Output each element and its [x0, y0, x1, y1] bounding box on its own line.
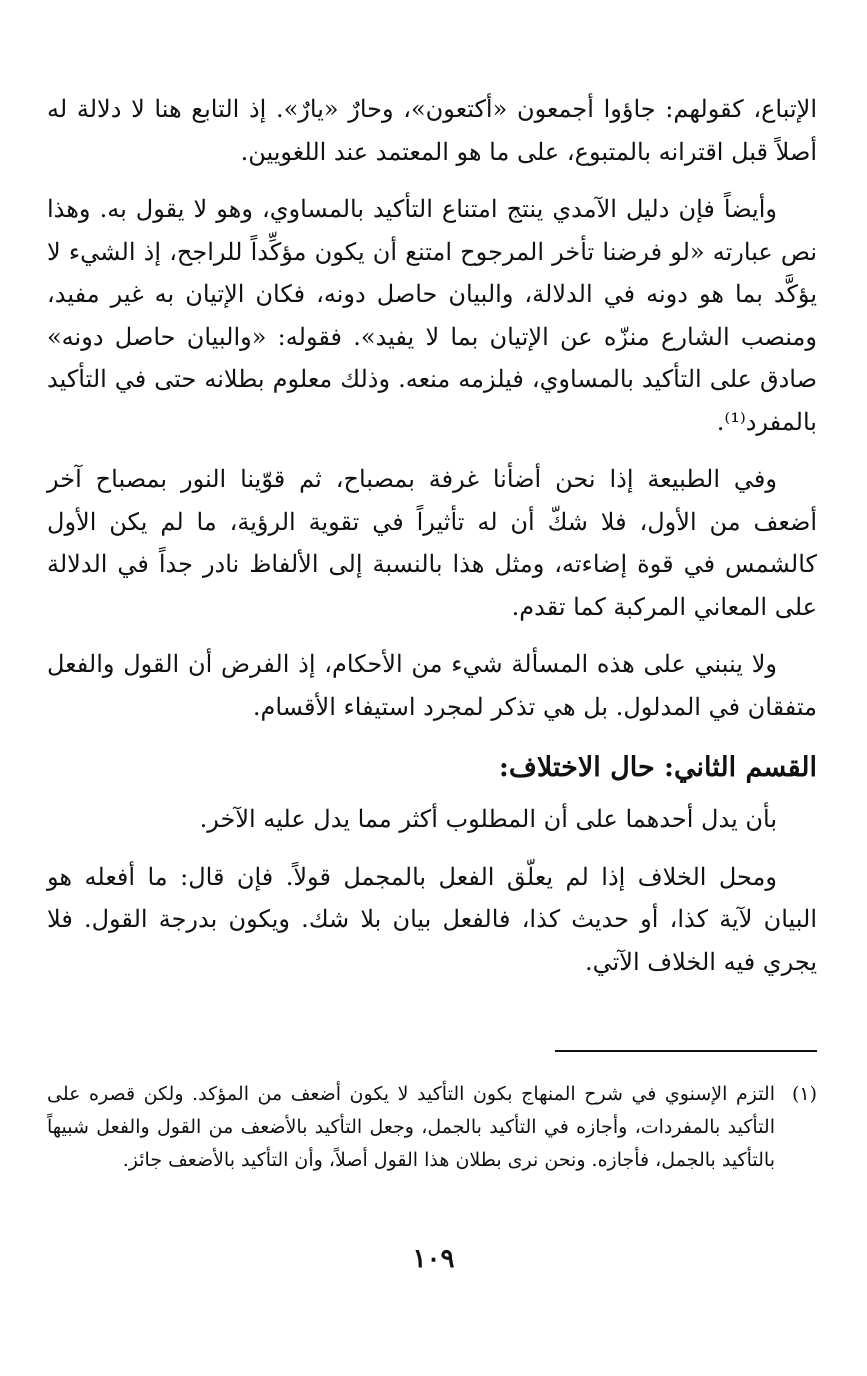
paragraph-amidi: وأيضاً فإن دليل الآمدي ينتج امتناع التأكيد بالمساوي، وهو لا يقول به. وهذا نص عبارته «لو فرضنا تأخر المرجوح امتنع أن يكون مؤكِّداً للراجح، إذ الشيء لا يؤكَّد بما هو دونه في الدلالة، والبيان حاصل دونه، فكان الإتيان به غير مفيد، ومنصب الشارع منزّه عن الإتيان بما لا يفيد». فقوله: «والبيان حاصل دونه» صادق على التأكيد بالمساوي، فيلزمه منعه. وذلك معلوم بطلانه حتى في التأكيد بالمفرد⁽¹⁾. — [47, 195, 818, 436]
footnote-text: التزم الإسنوي في شرح المنهاج بكون التأكيد لا يكون أضعف من المؤكد. ولكن قصره على التأكيد بالمفردات، وأجازه في التأكيد بالجمل، وجعل التأكيد بالأضعف من القول والفعل شبيهاً بالتأكيد بالجمل، فأجازه. ونحن نرى بطلان هذا القول أصلاً، وأن التأكيد بالأضعف جائز. — [47, 1083, 775, 1171]
page-number: ١٠٩ — [412, 1244, 455, 1274]
footnote-number: (١) — [791, 1083, 817, 1105]
paragraph-ittiba: الإتباع، كقولهم: جاؤوا أجمعون «أكتعون»، وحارٌ «يارٌ». إذ التابع هنا لا دلالة له أصلاً قبل اقترانه بالمتبوع، على ما هو المعتمد عند اللغويين. — [47, 95, 817, 166]
paragraph-dispute: ومحل الخلاف إذا لم يعلّق الفعل بالمجمل قولاً. فإن قال: ما أفعله هو البيان لآية كذا، أو حديث كذا، فالفعل بيان بلا شك. ويكون بدرجة القول. فلا يجري فيه الخلاف الآتي. — [47, 862, 818, 976]
footnote-separator — [555, 1050, 817, 1052]
paragraph-definition: بأن يدل أحدهما على أن المطلوب أكثر مما يدل عليه الآخر. — [199, 805, 777, 833]
paragraph-lamp-analogy: وفي الطبيعة إذا نحن أضأنا غرفة بمصباح، ثم قوّينا النور بمصباح آخر أضعف من الأول، فلا شكّ أن له تأثيراً في تقوية الرؤية، ما لم يكن الأول كالشمس في قوة إضاءته، ومثل هذا بالنسبة إلى الألفاظ نادر جداً في الدلالة على المعاني المركبة كما تقدم. — [47, 465, 817, 621]
paragraph-no-rulings: ولا ينبني على هذه المسألة شيء من الأحكام، إذ الفرض أن القول والفعل متفقان في المدلول. بل هي تذكر لمجرد استيفاء الأقسام. — [47, 650, 817, 721]
section-heading: القسم الثاني: حال الاختلاف: — [498, 752, 817, 783]
main-text — [47, 88, 817, 998]
footnote — [47, 1078, 817, 1177]
